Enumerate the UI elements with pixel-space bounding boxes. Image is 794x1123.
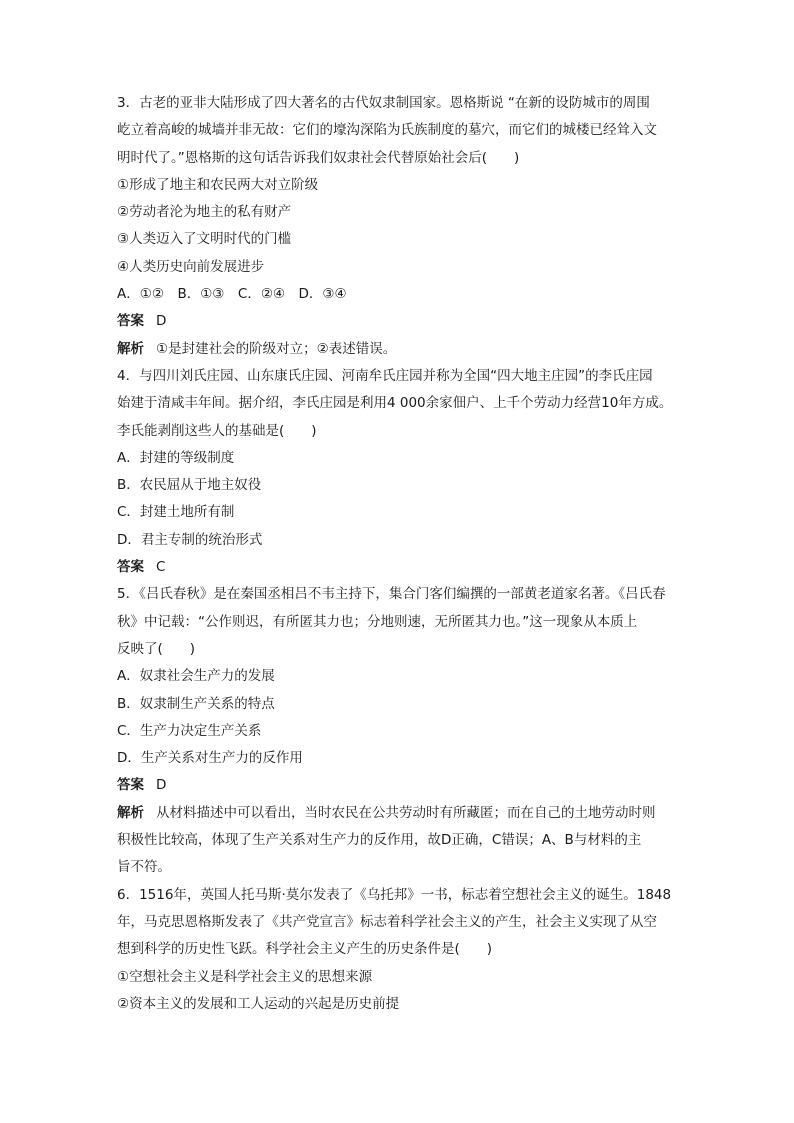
- analysis-label: 解析: [117, 804, 144, 821]
- answer-label: 答案: [117, 313, 144, 330]
- analysis-label: 解析: [117, 340, 144, 357]
- analysis-text: ①是封建社会的阶级对立；②表述错误。: [156, 340, 397, 357]
- question-6-stem-line-3: 想到科学的历史性飞跃。科学社会主义产生的历史条件是( ): [117, 941, 493, 958]
- question-4-answer: [117, 554, 677, 581]
- question-6-option-2: ②资本主义的发展和工人运动的兴起是历史前提: [117, 995, 400, 1012]
- question-5-option-d: D．生产关系对生产力的反作用: [117, 750, 303, 767]
- question-3-option-4: ④人类历史向前发展进步: [117, 258, 265, 275]
- question-3-stem-line-2: 屹立着高峻的城墙并非无故：它们的壕沟深陷为氏族制度的墓穴，而它们的城楼已经耸入文: [117, 122, 657, 139]
- question-5-option-c: C．生产力决定生产关系: [117, 722, 262, 739]
- question-4-option-a: A．封建的等级制度: [117, 449, 235, 466]
- question-4-option-d: D．君主专制的统治形式: [117, 531, 263, 548]
- question-5-analysis-line-2: 积极性比较高，体现了生产关系对生产力的反作用，故D正确，C错误；A、B与材料的主: [117, 832, 642, 849]
- answer-value: D: [156, 777, 167, 794]
- document-page: [117, 90, 677, 1018]
- question-3-analysis: [117, 336, 677, 363]
- question-5-stem-line-2: 秋》中记载：“公作则迟，有所匿其力也；分地则速，无所匿其力也。”这一现象从本质上: [117, 613, 638, 630]
- question-3-answer: [117, 308, 677, 335]
- question-5-stem-line-3: 反映了( ): [117, 640, 196, 657]
- question-4-stem-line-2: 始建于清咸丰年间。据介绍，李氏庄园是利用4 000余家佃户、上千个劳动力经营10年方成。: [117, 395, 673, 412]
- question-3-option-2: ②劳动者沦为地主的私有财产: [117, 204, 292, 221]
- question-4-stem-line-3: 李氏能剥削这些人的基础是( ): [117, 422, 317, 439]
- question-5-analysis-line-1: [117, 800, 677, 827]
- question-3-stem-line-1: 3．古老的亚非大陆形成了四大著名的古代奴隶制国家。恩格斯说 “在新的设防城市的周围: [117, 95, 650, 111]
- question-5-analysis-line-3: 旨不符。: [117, 859, 171, 876]
- answer-label: 答案: [117, 777, 144, 794]
- question-5-option-b: B．奴隶制生产关系的特点: [117, 695, 275, 712]
- question-3-choices: A．①② B．①③ C．②④ D．③④: [117, 286, 347, 303]
- question-4-option-b: B．农民屈从于地主奴役: [117, 477, 262, 494]
- question-3-option-3: ③人类迈入了文明时代的门槛: [117, 231, 292, 248]
- question-4-option-c: C．封建土地所有制: [117, 504, 235, 521]
- question-4-stem-line-1: 4．与四川刘氏庄园、山东康氏庄园、河南牟氏庄园并称为全国“四大地主庄园”的李氏庄园: [117, 367, 653, 384]
- analysis-text: 从材料描述中可以看出，当时农民在公共劳动时有所藏匿；而在自己的土地劳动时则: [156, 804, 656, 821]
- question-5-option-a: A．奴隶社会生产力的发展: [117, 668, 275, 685]
- question-3-option-1: ①形成了地主和农民两大对立阶级: [117, 176, 319, 193]
- answer-value: D: [156, 313, 167, 330]
- answer-label: 答案: [117, 559, 144, 576]
- question-6-stem-line-1: 6．1516年，英国人托马斯·莫尔发表了《乌托邦》一书，标志着空想社会主义的诞生。1848: [117, 886, 672, 903]
- question-3-stem-line-3: 明时代了。”恩格斯的这句话告诉我们奴隶社会代替原始社会后( ): [117, 149, 520, 166]
- answer-value: C: [156, 559, 166, 576]
- question-5-answer: [117, 772, 677, 799]
- question-5-stem-line-1: 5．《吕氏春秋》是在秦国丞相吕不韦主持下，集合门客们编撰的一部黄老道家名著。《吕氏春: [117, 586, 666, 603]
- question-6-stem-line-2: 年，马克思恩格斯发表了《共产党宣言》标志着科学社会主义的产生，社会主义实现了从空: [117, 913, 657, 930]
- question-6-option-1: ①空想社会主义是科学社会主义的思想来源: [117, 968, 373, 985]
